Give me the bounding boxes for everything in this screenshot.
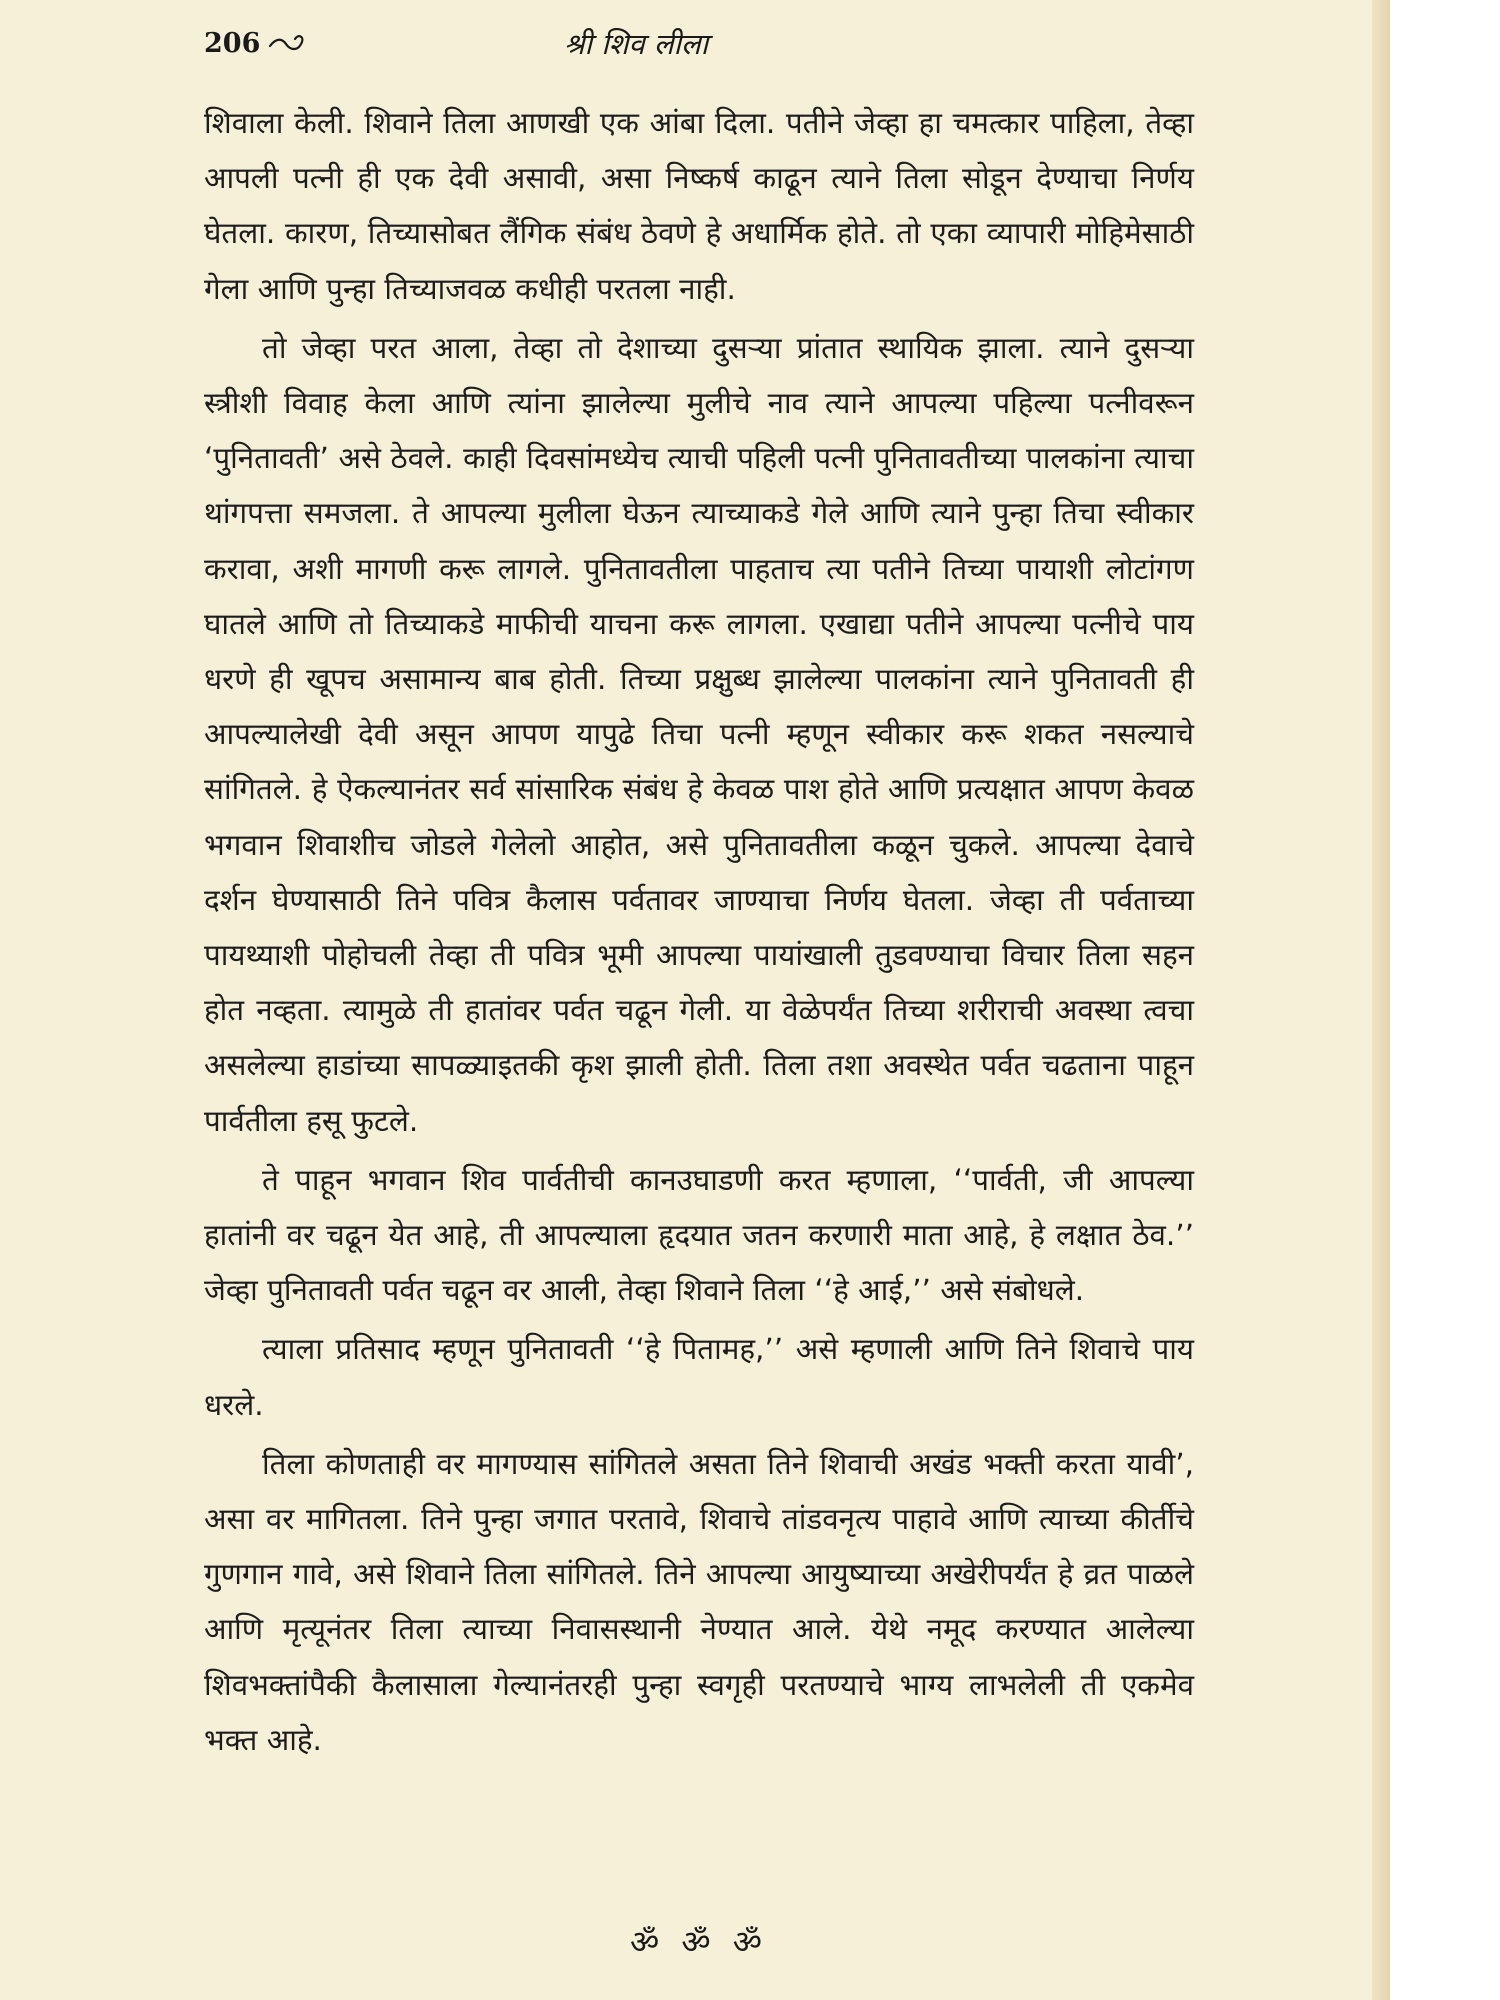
swirl-ornament-icon bbox=[268, 30, 308, 56]
page-number: 206 bbox=[204, 28, 261, 59]
paragraph: त्याला प्रतिसाद म्हणून पुनितावती ‘‘हे पितामह,’’ असे म्हणाली आणि तिने शिवाचे पाय धरले. bbox=[204, 1332, 1194, 1422]
page-edge bbox=[1372, 0, 1390, 2000]
body-text bbox=[204, 96, 1194, 1772]
om-ornament: ॐ ॐ ॐ bbox=[630, 1923, 768, 1961]
paragraph: शिवाला केली. शिवाने तिला आणखी एक आंबा दिला. पतीने जेव्हा हा चमत्कार पाहिला, तेव्हा आपली पत्नी ही एक देवी असावी, असा निष्कर्ष काढून त्याने तिला सोडून देण्याचा निर्णय घेतला. कारण, तिच्यासोबत लैंगिक संबंध ठेवणे हे अधार्मिक होते. तो एका व्यापारी मोहिमेसाठी गेला आणि पुन्हा तिच्याजवळ कधीही परतला नाही. bbox=[204, 106, 1194, 306]
paragraph: ते पाहून भगवान शिव पार्वतीची कानउघाडणी करत म्हणाला, ‘‘पार्वती, जी आपल्या हातांनी वर चढून येत आहे, ती आपल्याला हृदयात जतन करणारी माता आहे, हे लक्षात ठेव.’’ जेव्हा पुनितावती पर्वत चढून वर आली, तेव्हा शिवाने तिला ‘‘हे आई,’’ असे संबोधले. bbox=[204, 1162, 1194, 1308]
paragraph: तिला कोणताही वर मागण्यास सांगितले असता तिने शिवाची अखंड भक्ती करता यावी’, असा वर मागितला. तिने पुन्हा जगात परतावे, शिवाचे तांडवनृत्य पाहावे आणि त्याच्या कीर्तीचे गुणगान गावे, असे शिवाने तिला सांगितले. तिने आपल्या आयुष्याच्या अखेरीपर्यंत हे व्रत पाळले आणि मृत्यूनंतर तिला त्याच्या निवासस्थानी नेण्यात आले. येथे नमूद करण्यात आलेल्या शिवभक्तांपैकी कैलासाला गेल्यानंतरही पुन्हा स्वगृही परतण्याचे भाग्य लाभलेली ती एकमेव भक्त आहे. bbox=[204, 1446, 1194, 1757]
page-header bbox=[204, 22, 1194, 72]
running-title: श्री शिव लीला bbox=[564, 27, 709, 61]
paragraph: तो जेव्हा परत आला, तेव्हा तो देशाच्या दुसऱ्या प्रांतात स्थायिक झाला. त्याने दुसऱ्या स्त्रीशी विवाह केला आणि त्यांना झालेल्या मुलीचे नाव त्याने आपल्या पहिल्या पत्नीवरून ‘पुनितावती’ असे ठेवले. काही दिवसांमध्येच त्याची पहिली पत्नी पुनितावतीच्या पालकांना त्याचा थांगपत्ता समजला. ते आपल्या मुलीला घेऊन त्याच्याकडे गेले आणि त्याने पुन्हा तिचा स्वीकार करावा, अशी मागणी करू लागले. पुनितावतीला पाहताच त्या पतीने तिच्या पायाशी लोटांगण घातले आणि तो तिच्याकडे माफीची याचना करू लागला. एखाद्या पतीने आपल्या पत्नीचे पाय धरणे ही खूपच असामान्य बाब होती. तिच्या प्रक्षुब्ध झालेल्या पालकांना त्याने पुनितावती ही आपल्यालेखी देवी असून आपण यापुढे तिचा पत्नी म्हणून स्वीकार करू शकत नसल्याचे सांगितले. हे ऐकल्यानंतर सर्व सांसारिक संबंध हे केवळ पाश होते आणि प्रत्यक्षात आपण केवळ भगवान शिवाशीच जोडले गेलेलो आहोत, असे पुनितावतीला कळून चुकले. आपल्या देवाचे दर्शन घेण्यासाठी तिने पवित्र कैलास पर्वतावर जाण्याचा निर्णय घेतला. जेव्हा ती पर्वताच्या पायथ्याशी पोहोचली तेव्हा ती पवित्र भूमी आपल्या पायांखाली तुडवण्याचा विचार तिला सहन होत नव्हता. त्यामुळे ती हातांवर पर्वत चढून गेली. या वेळेपर्यंत तिच्या शरीराची अवस्था त्वचा असलेल्या हाडांच्या सापळ्याइतकी कृश झाली होती. तिला तशा अवस्थेत पर्वत चढताना पाहून पार्वतीला हसू फुटले. bbox=[204, 330, 1194, 1138]
